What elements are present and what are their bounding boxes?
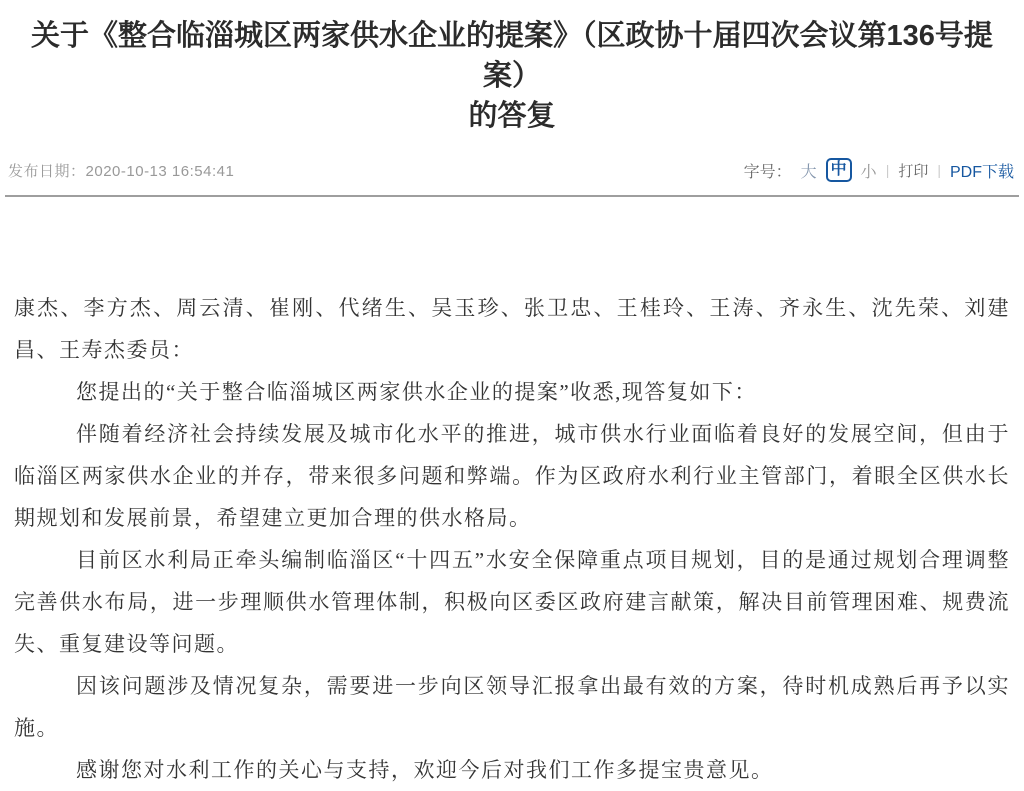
- paragraph: 目前区水利局正牵头编制临淄区“十四五”水安全保障重点项目规划，目的是通过规划合理调整完善供水布局，进一步理顺供水管理体制，积极向区委区政府建言献策，解决目前管理困难、规费流失、重复建设等问题。: [14, 548, 1010, 656]
- publish-date: [8, 160, 234, 181]
- paragraph-addressees: 康杰、李方杰、周云清、崔刚、代绪生、吴玉珍、张卫忠、王桂玲、王涛、齐永生、沈先荣、刘建昌、王寿杰委员：: [14, 296, 1010, 362]
- page-title-line2: 的答复: [468, 100, 556, 132]
- page-controls: [744, 158, 1014, 182]
- divider: [5, 195, 1019, 197]
- separator: |: [937, 162, 941, 178]
- font-size-small-button[interactable]: 小: [860, 163, 877, 181]
- paragraph: 感谢您对水利工作的关心与支持，欢迎今后对我们工作多提宝贵意见。: [76, 758, 774, 782]
- font-size-large-button[interactable]: 大: [800, 163, 817, 181]
- meta-toolbar: [8, 158, 1014, 182]
- article-body: [14, 287, 1010, 791]
- paragraph: 因该问题涉及情况复杂，需要进一步向区领导汇报拿出最有效的方案，待时机成熟后再予以实施。: [14, 674, 1010, 740]
- publish-date-value: 2020-10-13 16:54:41: [85, 162, 235, 180]
- page-title: [8, 16, 1016, 136]
- paragraph: 伴随着经济社会持续发展及城市化水平的推进，城市供水行业面临着良好的发展空间，但由于临淄区两家供水企业的并存，带来很多问题和弊端。作为区政府水利行业主管部门，着眼全区供水长期规划和发展前景，希望建立更加合理的供水格局。: [14, 422, 1010, 530]
- paragraph: 您提出的“关于整合临淄城区两家供水企业的提案”收悉,现答复如下：: [76, 380, 757, 404]
- separator: |: [885, 162, 890, 178]
- font-size-medium-button[interactable]: 中: [826, 158, 852, 182]
- pdf-download-button[interactable]: PDF下载: [949, 163, 1014, 181]
- print-button[interactable]: 打印: [898, 162, 929, 180]
- page-title-line1: 关于《整合临淄城区两家供水企业的提案》（区政协十届四次会议第136号提案）: [31, 20, 993, 92]
- publish-date-label: 发布日期：: [8, 162, 86, 180]
- font-size-label: 字号：: [743, 163, 792, 181]
